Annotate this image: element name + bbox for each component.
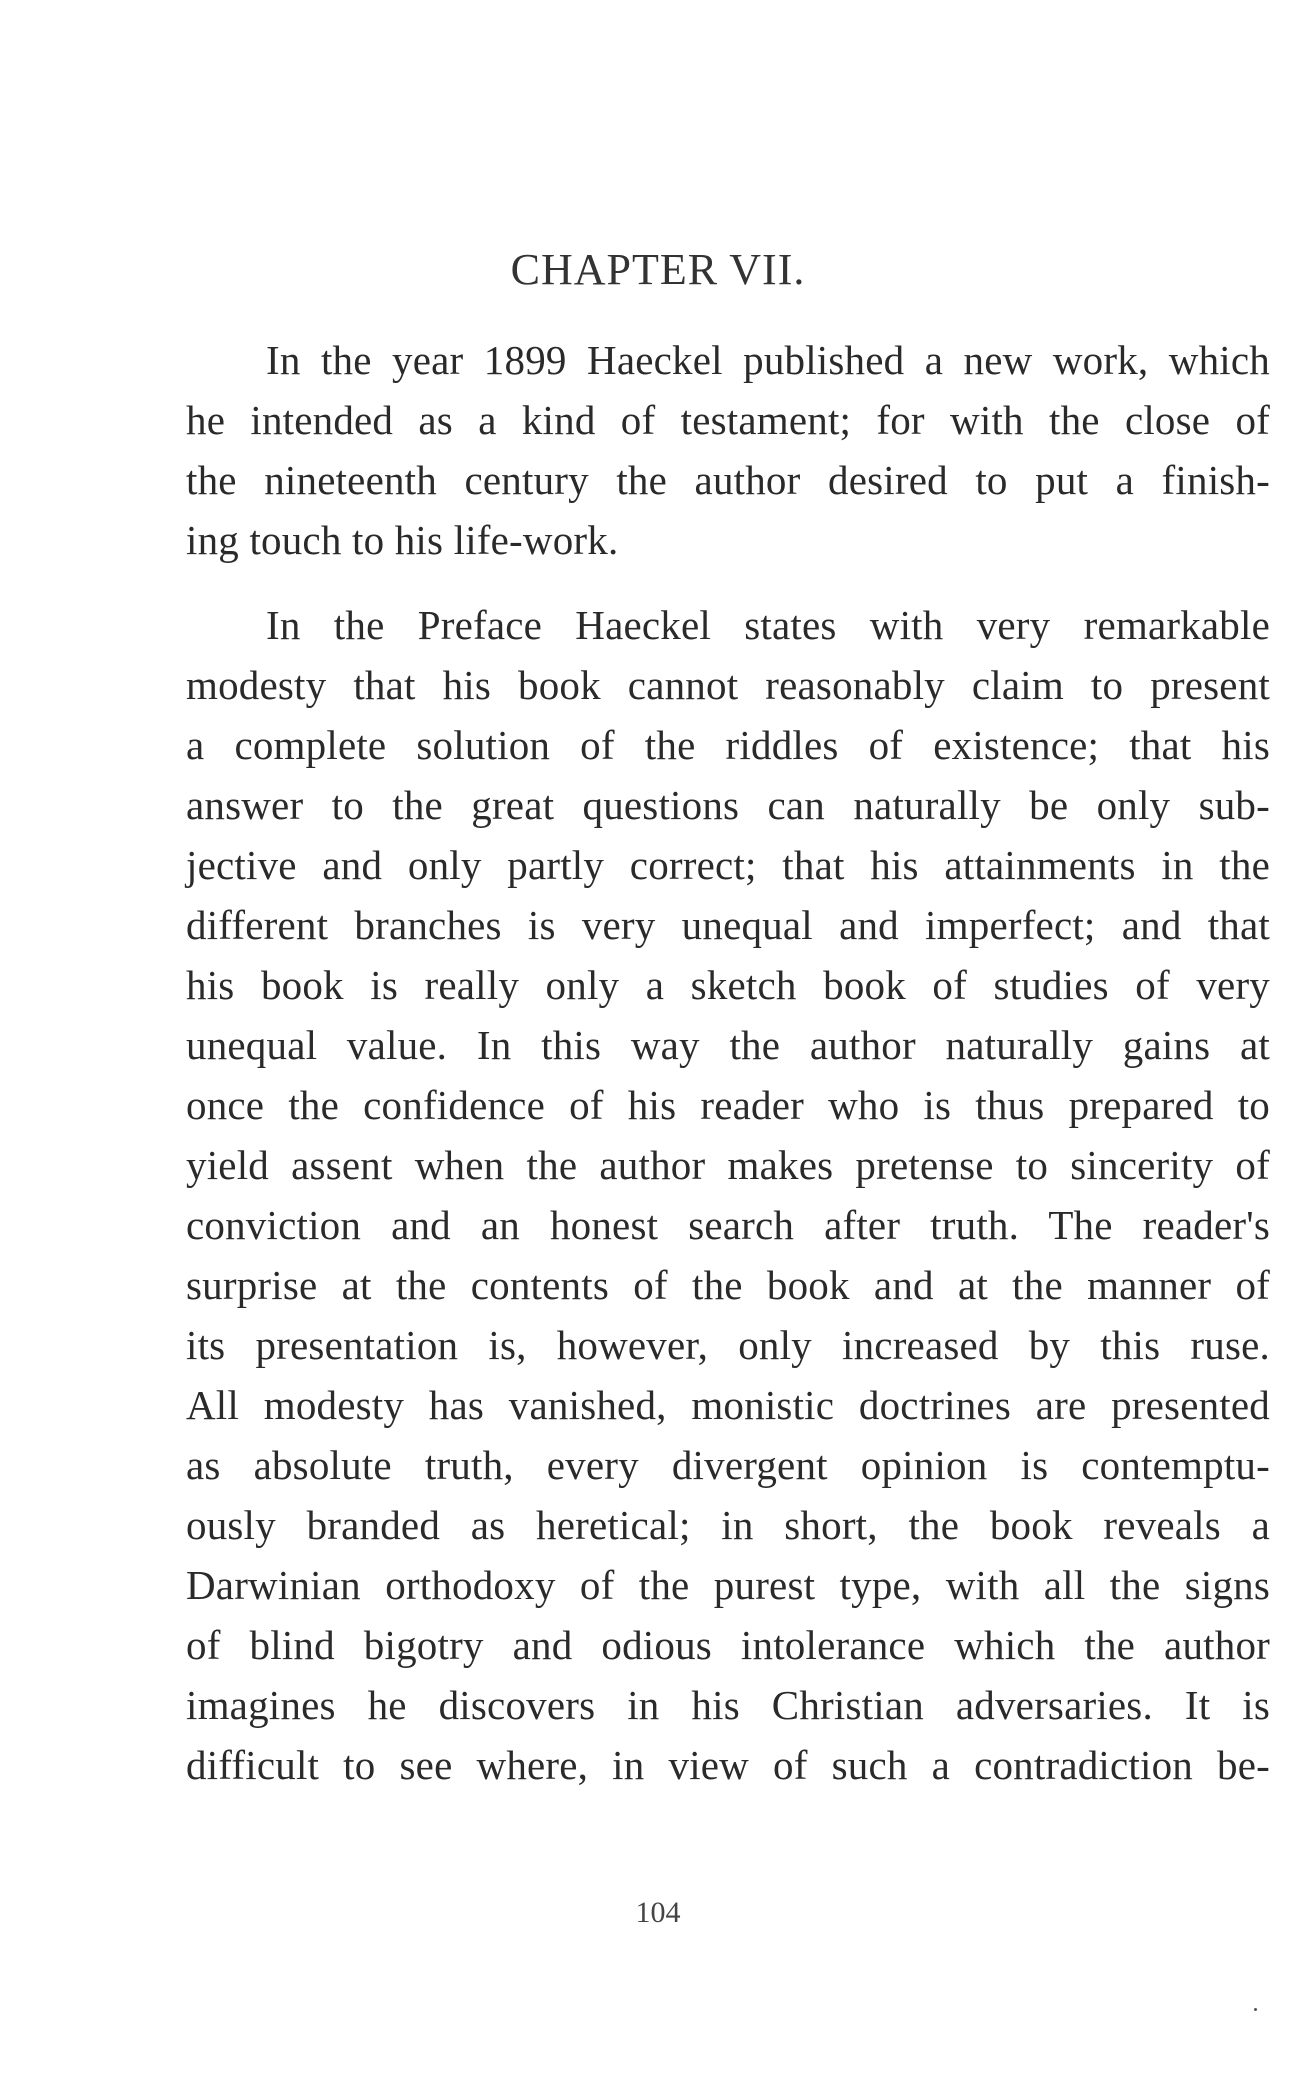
text-line: once the confidence of his reader who is thus prepared to: [186, 1082, 1270, 1128]
text-line: as absolute truth, every divergent opinion is contemptu-: [186, 1442, 1270, 1488]
text-line: In the Preface Haeckel states with very remarkable: [266, 602, 1270, 648]
text-line: the nineteenth century the author desired to put a finish-: [186, 457, 1270, 503]
text-line: modesty that his book cannot reasonably claim to present: [186, 662, 1270, 708]
text-line: he intended as a kind of testament; for with the close of: [186, 397, 1270, 443]
text-line: different branches is very unequal and imperfect; and that: [186, 902, 1270, 948]
page-number: 104: [635, 1896, 681, 1929]
paragraph-2: [186, 595, 1270, 1795]
text-line: its presentation is, however, only increased by this ruse.: [186, 1322, 1270, 1368]
chapter-heading: CHAPTER VII.: [510, 245, 806, 294]
paragraph-1: [186, 330, 1270, 570]
text-line: conviction and an honest search after truth. The reader's: [186, 1202, 1270, 1248]
text-line: jective and only partly correct; that his attainments in the: [186, 842, 1270, 888]
text-line: All modesty has vanished, monistic doctrines are presented: [186, 1382, 1270, 1428]
text-line: answer to the great questions can naturally be only sub-: [186, 782, 1270, 828]
text-line: In the year 1899 Haeckel published a new work, which: [266, 337, 1270, 383]
text-line: Darwinian orthodoxy of the purest type, with all the signs: [186, 1562, 1270, 1608]
text-line: surprise at the contents of the book and at the manner of: [186, 1262, 1270, 1308]
text-line: ously branded as heretical; in short, the book reveals a: [186, 1502, 1270, 1548]
text-line: his book is really only a sketch book of studies of very: [186, 962, 1270, 1008]
text-line: a complete solution of the riddles of existence; that his: [186, 722, 1270, 768]
text-line: yield assent when the author makes pretense to sincerity of: [186, 1142, 1270, 1188]
text-line: difficult to see where, in view of such a contradiction be-: [186, 1742, 1270, 1788]
scan-speck: [1254, 2008, 1257, 2011]
text-line: ing touch to his life-work.: [186, 517, 619, 563]
text-line: unequal value. In this way the author naturally gains at: [186, 1022, 1270, 1068]
text-line: of blind bigotry and odious intolerance which the author: [186, 1622, 1270, 1668]
text-line: imagines he discovers in his Christian adversaries. It is: [186, 1682, 1270, 1728]
